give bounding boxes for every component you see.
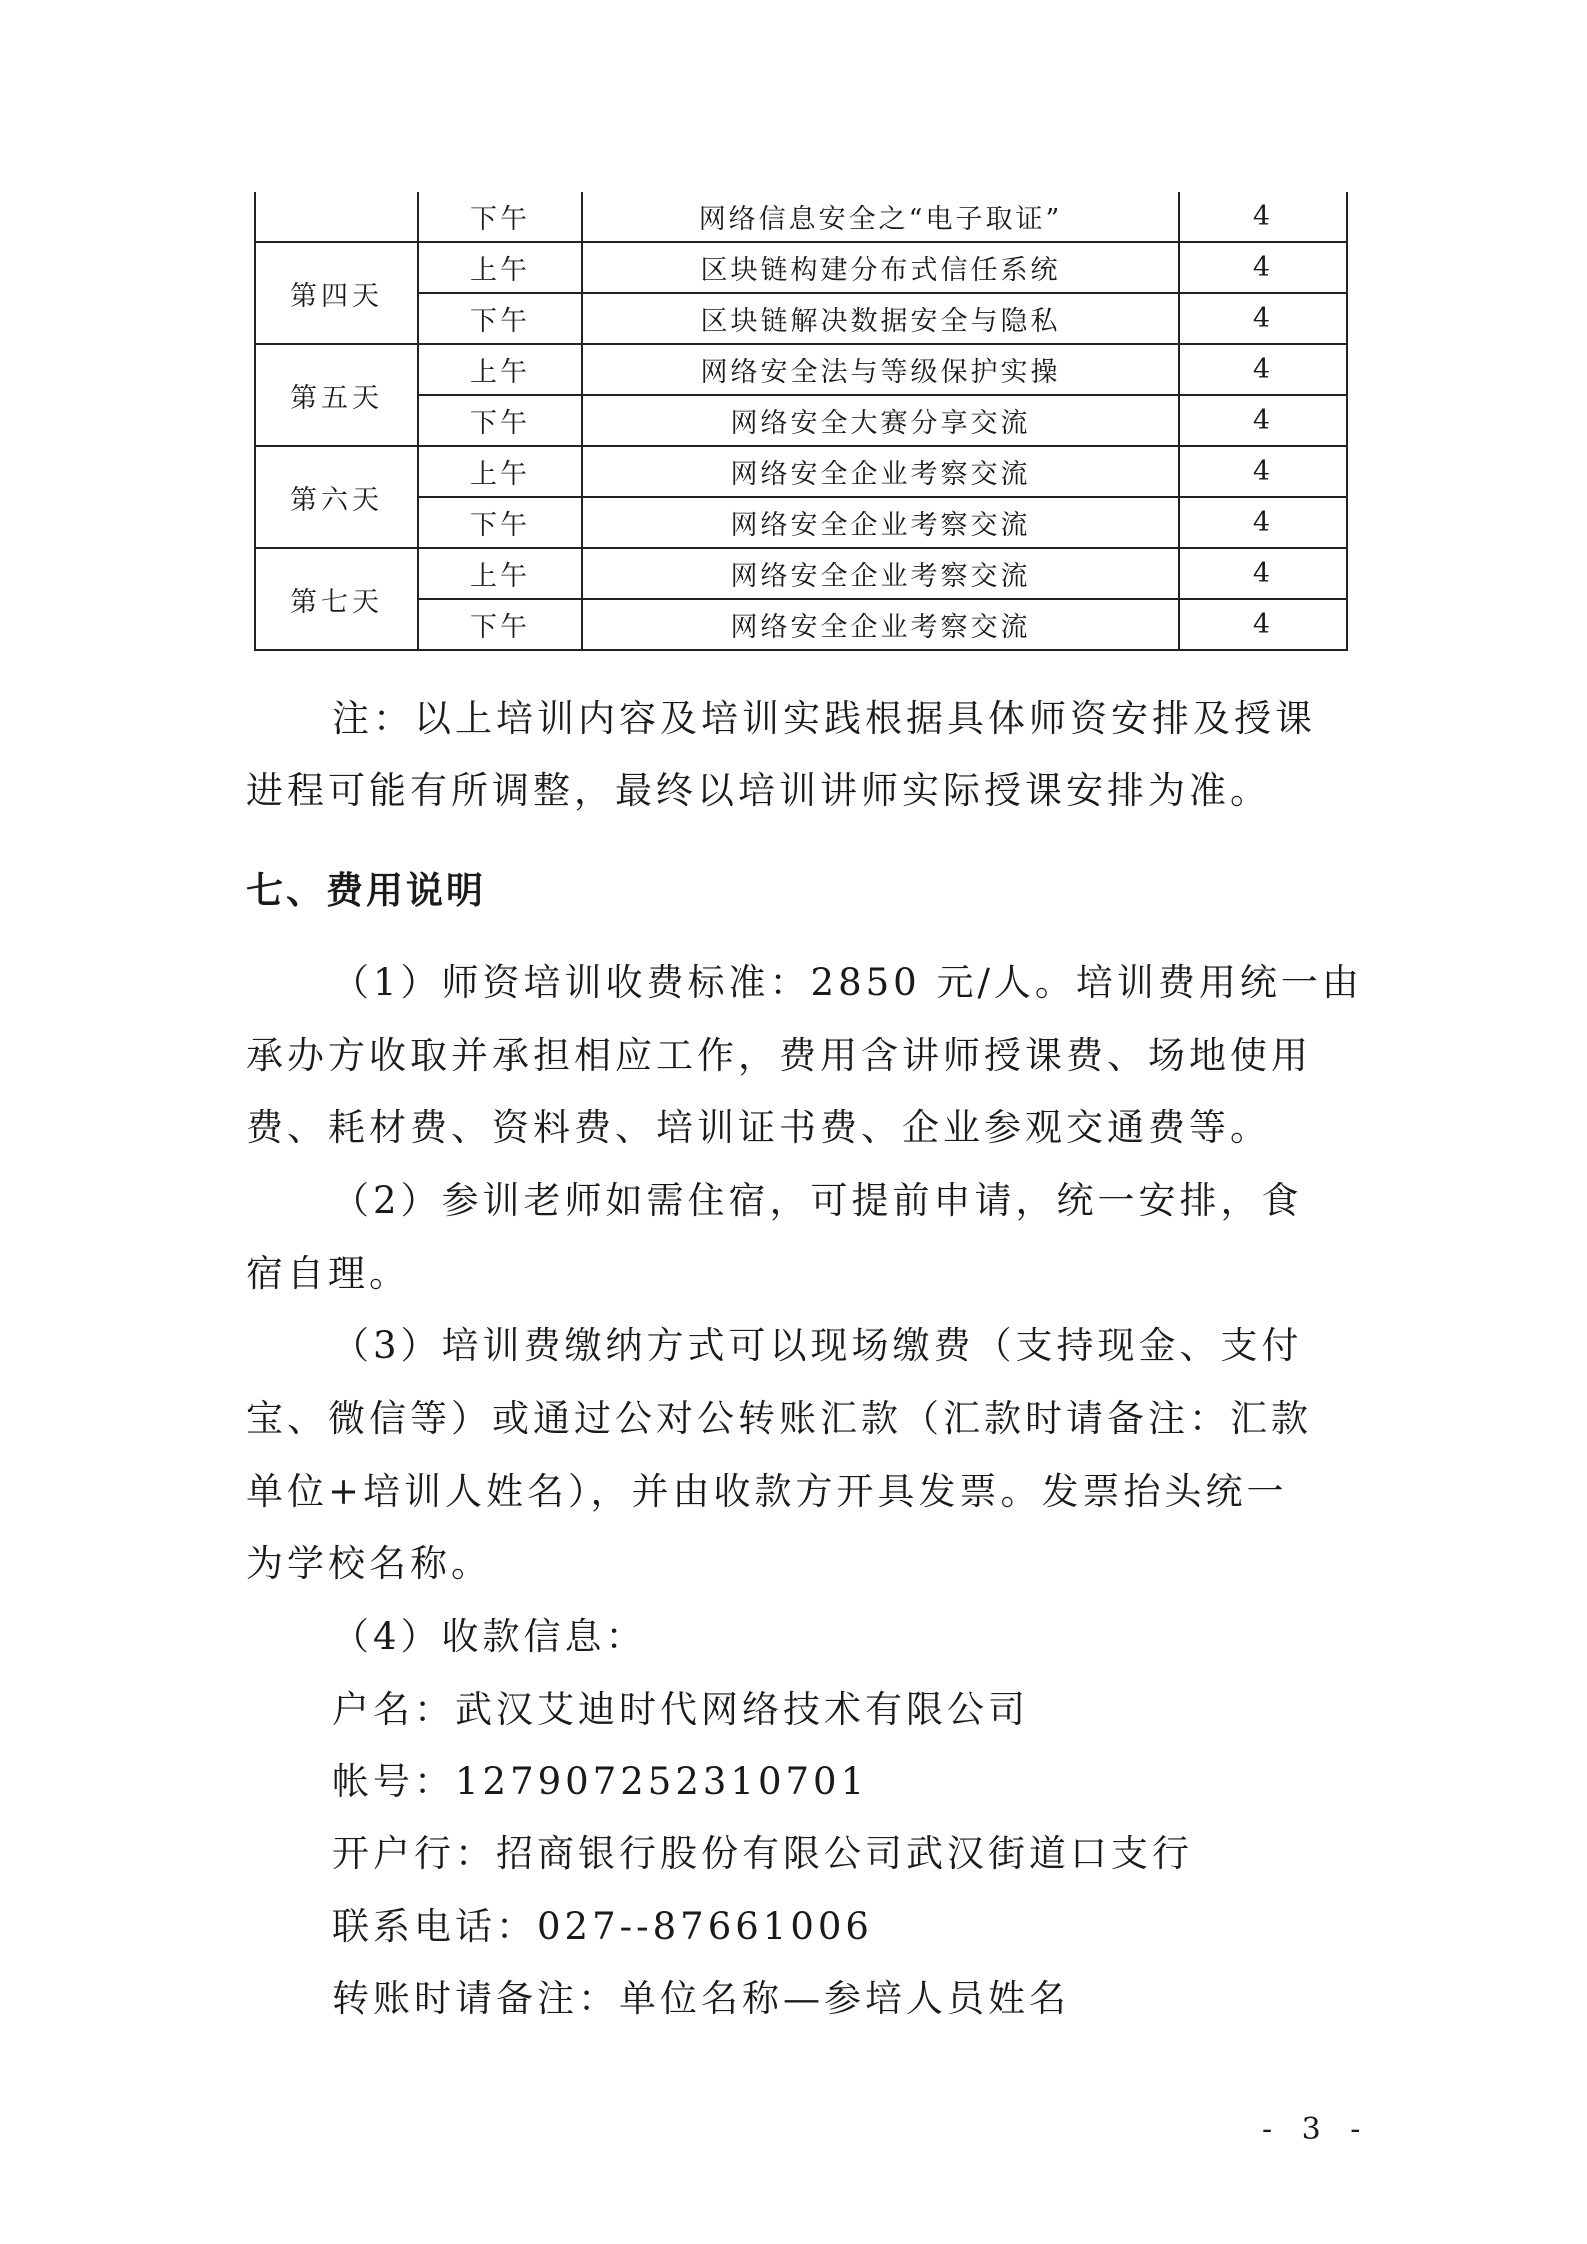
topic-cell: 区块链构建分布式信任系统: [582, 242, 1179, 293]
note-line: 注：以上培训内容及培训实践根据具体师资安排及授课: [332, 697, 1316, 740]
account-number: 帐号：127907252310701: [332, 1760, 869, 1803]
period-cell: 下午: [418, 293, 582, 344]
paragraph-line: （1）师资培训收费标准：2850 元/人。培训费用统一由: [332, 961, 1363, 1004]
paragraph-line: 为学校名称。: [246, 1542, 492, 1585]
table-row: [255, 344, 1347, 395]
paragraph-line: 单位+培训人姓名），并由收款方开具发票。发票抬头统一: [246, 1470, 1288, 1513]
paragraph-line: （3）培训费缴纳方式可以现场缴费（支持现金、支付: [332, 1324, 1303, 1367]
day-cell: 第七天: [255, 548, 418, 650]
topic-cell: 网络安全大赛分享交流: [582, 395, 1179, 446]
paragraph-line: 宝、微信等）或通过公对公转账汇款（汇款时请备注：汇款: [246, 1397, 1312, 1440]
hours-cell: 4: [1179, 446, 1347, 497]
note-line: 进程可能有所调整，最终以培训讲师实际授课安排为准。: [246, 769, 1271, 812]
topic-cell: 网络安全企业考察交流: [582, 548, 1179, 599]
period-cell: 下午: [418, 497, 582, 548]
day-cell: 第四天: [255, 242, 418, 344]
period-cell: 下午: [418, 192, 582, 242]
table-row: [255, 599, 1347, 650]
transfer-remark: 转账时请备注：单位名称—参培人员姓名: [332, 1977, 1070, 2020]
period-cell: 上午: [418, 548, 582, 599]
day-cell: [255, 192, 418, 242]
topic-cell: 网络安全企业考察交流: [582, 446, 1179, 497]
paragraph-line: 承办方收取并承担相应工作，费用含讲师授课费、场地使用: [246, 1034, 1312, 1077]
account-name: 户名：武汉艾迪时代网络技术有限公司: [332, 1688, 1029, 1731]
day-cell: 第五天: [255, 344, 418, 446]
period-cell: 下午: [418, 599, 582, 650]
table-row: [255, 192, 1347, 242]
paragraph-line: 费、耗材费、资料费、培训证书费、企业参观交通费等。: [246, 1106, 1271, 1149]
page-number: - 3 -: [1262, 2112, 1371, 2147]
bank-branch: 开户行：招商银行股份有限公司武汉街道口支行: [332, 1832, 1193, 1875]
section-heading: 七、费用说明: [246, 869, 486, 912]
hours-cell: 4: [1179, 293, 1347, 344]
topic-cell: 网络安全法与等级保护实操: [582, 344, 1179, 395]
table-row: [255, 293, 1347, 344]
paragraph-line: （4）收款信息：: [332, 1615, 647, 1658]
table-row: [255, 395, 1347, 446]
topic-cell: 网络信息安全之“电子取证”: [582, 192, 1179, 242]
hours-cell: 4: [1179, 242, 1347, 293]
day-cell: 第六天: [255, 446, 418, 548]
hours-cell: 4: [1179, 395, 1347, 446]
table-row: [255, 497, 1347, 548]
topic-cell: 网络安全企业考察交流: [582, 599, 1179, 650]
paragraph-line: （2）参训老师如需住宿，可提前申请，统一安排，食: [332, 1179, 1303, 1222]
hours-cell: 4: [1179, 497, 1347, 548]
hours-cell: 4: [1179, 192, 1347, 242]
hours-cell: 4: [1179, 599, 1347, 650]
table-row: [255, 242, 1347, 293]
period-cell: 上午: [418, 344, 582, 395]
hours-cell: 4: [1179, 344, 1347, 395]
training-schedule-table: [254, 192, 1348, 651]
table-row: [255, 446, 1347, 497]
topic-cell: 网络安全企业考察交流: [582, 497, 1179, 548]
contact-phone: 联系电话：027--87661006: [332, 1905, 873, 1948]
hours-cell: 4: [1179, 548, 1347, 599]
period-cell: 下午: [418, 395, 582, 446]
table-row: [255, 548, 1347, 599]
paragraph-line: 宿自理。: [246, 1252, 410, 1295]
period-cell: 上午: [418, 446, 582, 497]
topic-cell: 区块链解决数据安全与隐私: [582, 293, 1179, 344]
period-cell: 上午: [418, 242, 582, 293]
